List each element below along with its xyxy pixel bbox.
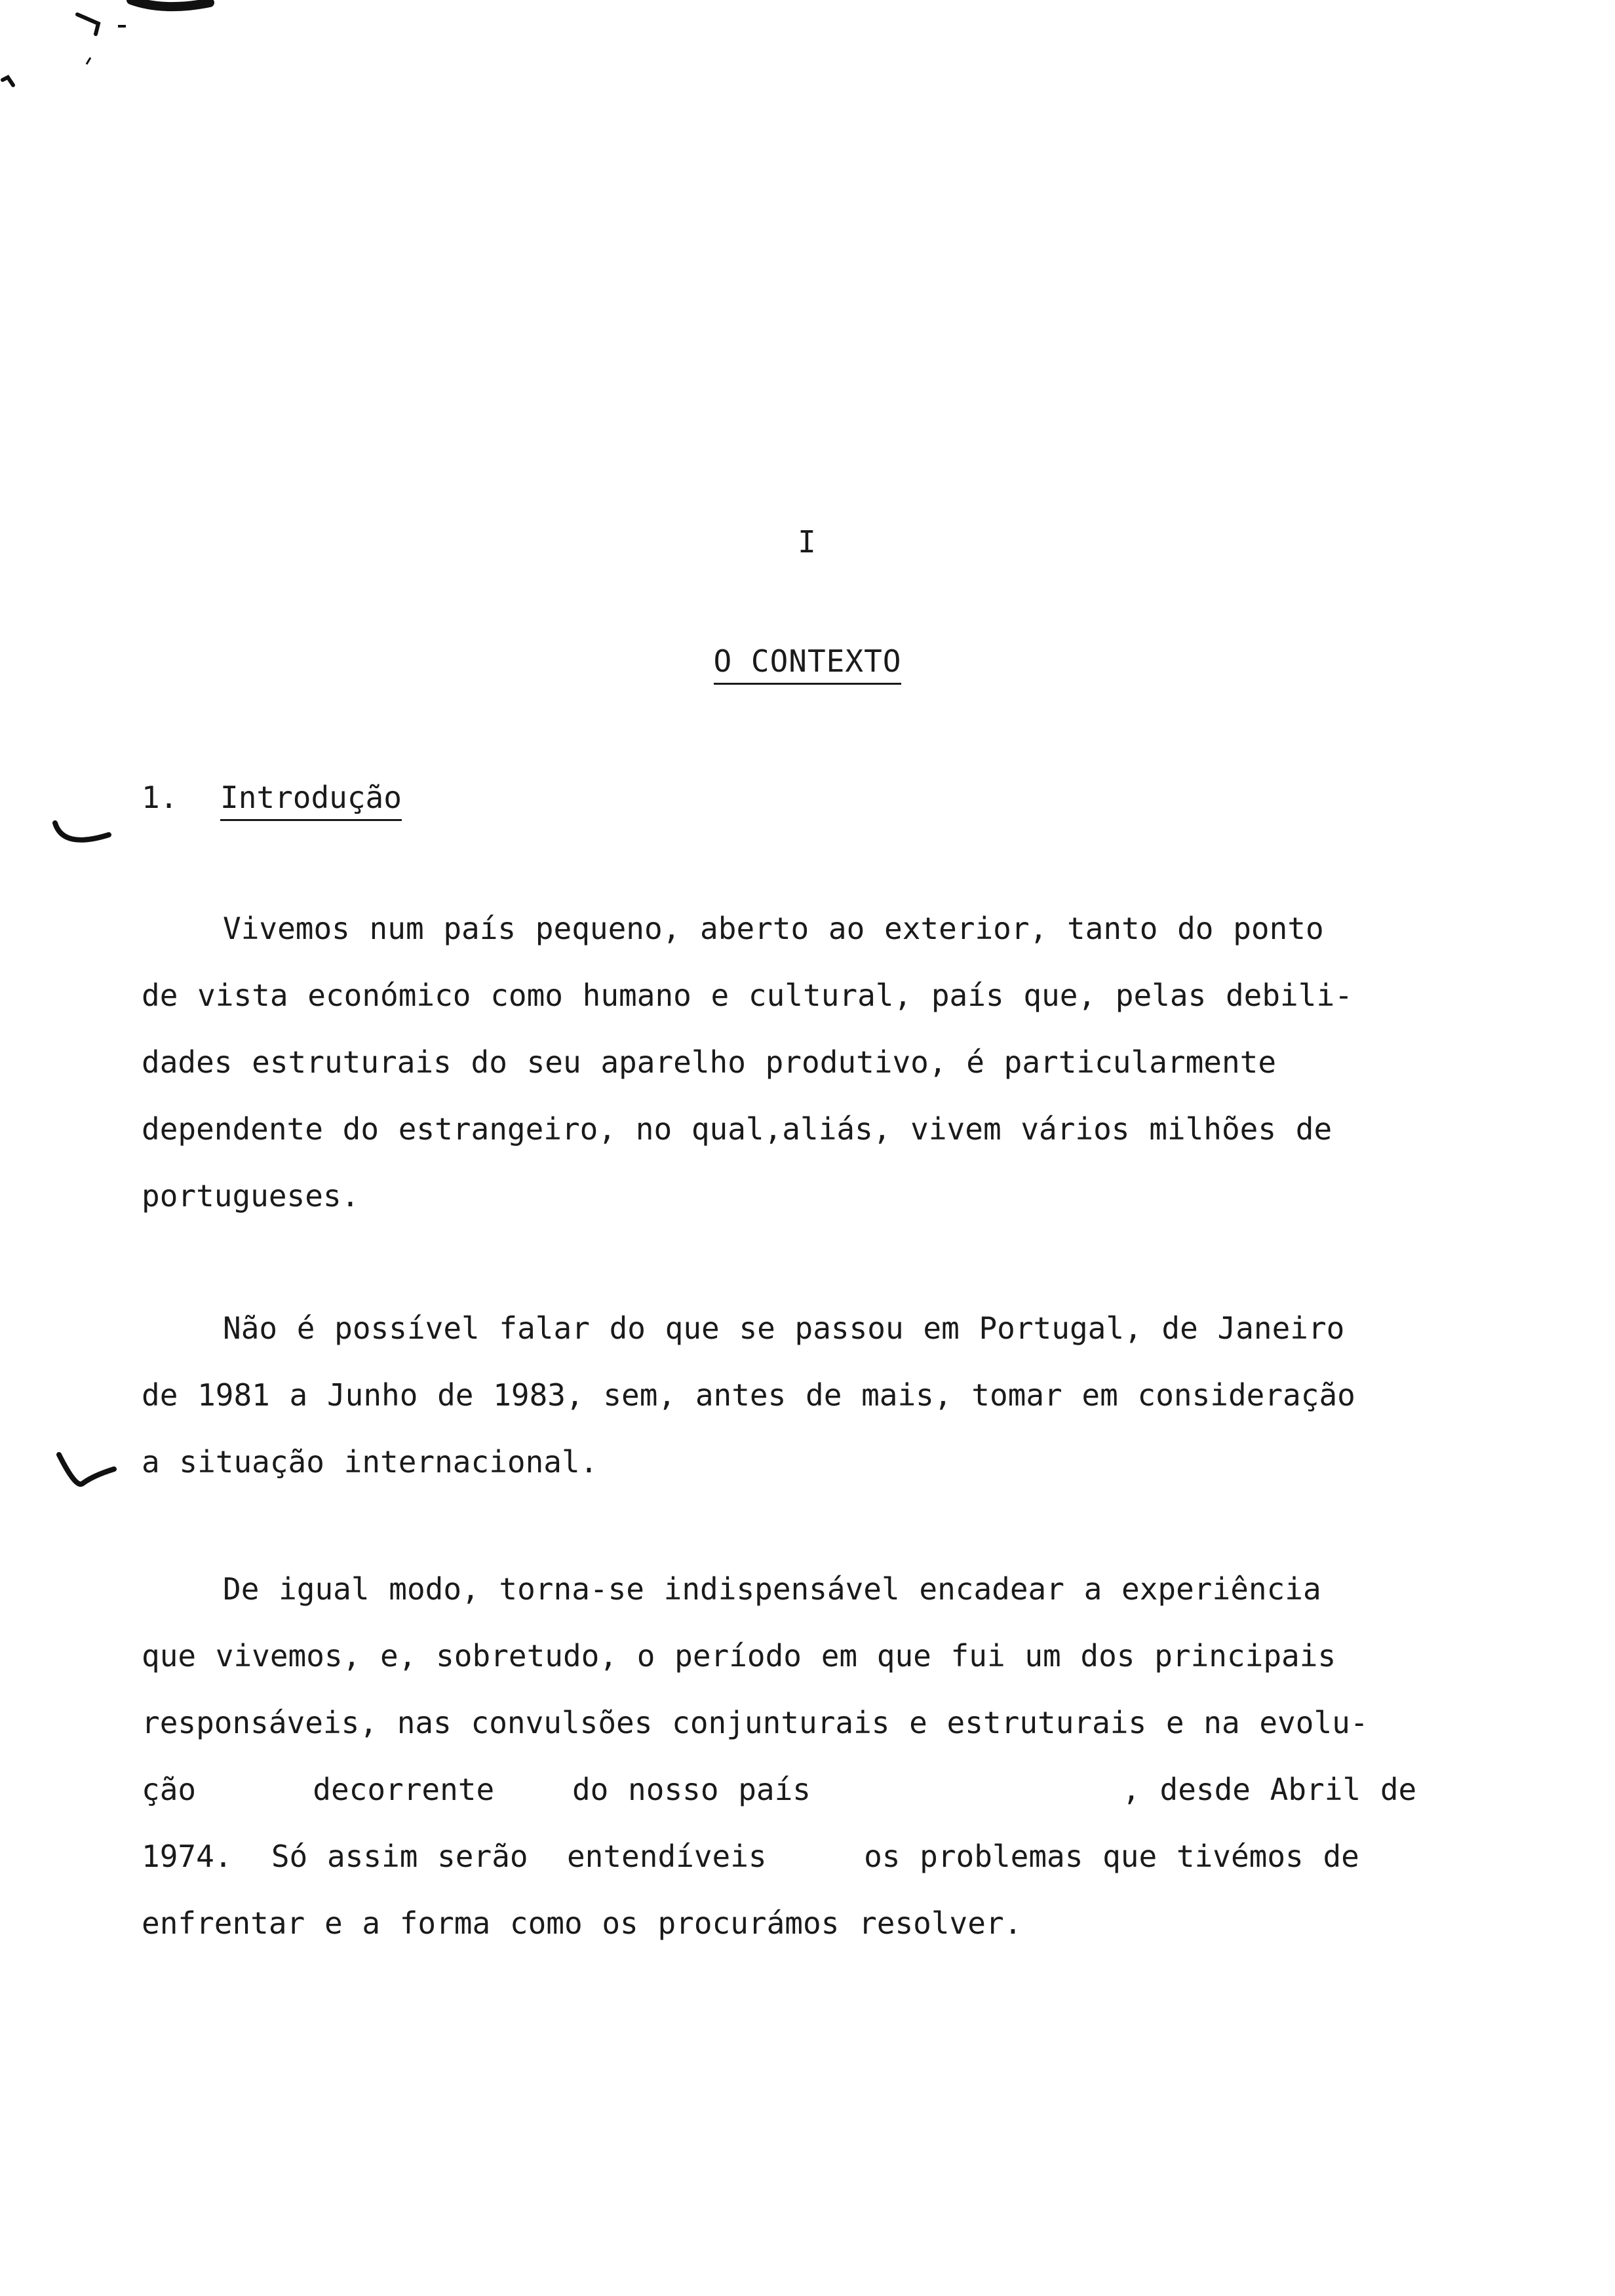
paragraph-line: De igual modo, torna-se indispensável encadear a experiência [223,1571,1321,1607]
chapter-title [0,643,1615,679]
paragraph-line: ção decorrente do nosso país , desde Abril de [142,1772,1417,1807]
margin-check-mark [54,1449,117,1495]
section-heading [142,780,402,815]
paragraph-line: responsáveis, nas convulsões conjunturais e estruturais e na evolu- [142,1705,1369,1740]
chapter-title-text: O CONTEXTO [714,643,902,685]
paragraph-line: enfrentar e a forma como os procurámos resolver. [142,1905,1022,1941]
paragraph [142,1556,1479,1957]
margin-check-mark [50,819,113,858]
paragraph-line: a situação internacional. [142,1444,598,1480]
paragraph-line: portugueses. [142,1178,360,1214]
paragraph-line: dades estruturais do seu aparelho produtivo, é particularmente [142,1044,1277,1080]
paragraph-line: de 1981 a Junho de 1983, sem, antes de mais, tomar em consideração [142,1377,1355,1413]
paragraph-line: dependente do estrangeiro, no qual,aliás, vivem vários milhões de [142,1111,1333,1147]
paragraph-line: Vivemos num país pequeno, aberto ao exterior, tanto do ponto [223,911,1324,946]
paragraph-line: Não é possível falar do que se passou em Portugal, de Janeiro [223,1311,1345,1346]
paragraph-line: que vivemos, e, sobretudo, o período em que fui um dos principais [142,1638,1336,1674]
section-title: Introdução [220,780,402,821]
paragraph-line: de vista económico como humano e cultural, país que, pelas debili- [142,978,1353,1013]
section-number: 1. [142,780,178,815]
paragraph-line: 1974. Só assim serão entendíveis os problemas que tivémos de [142,1839,1359,1874]
chapter-number: I [798,524,817,560]
paragraph [142,1295,1479,1495]
corner-scribble-mark [0,0,223,105]
paragraph [142,895,1479,1229]
